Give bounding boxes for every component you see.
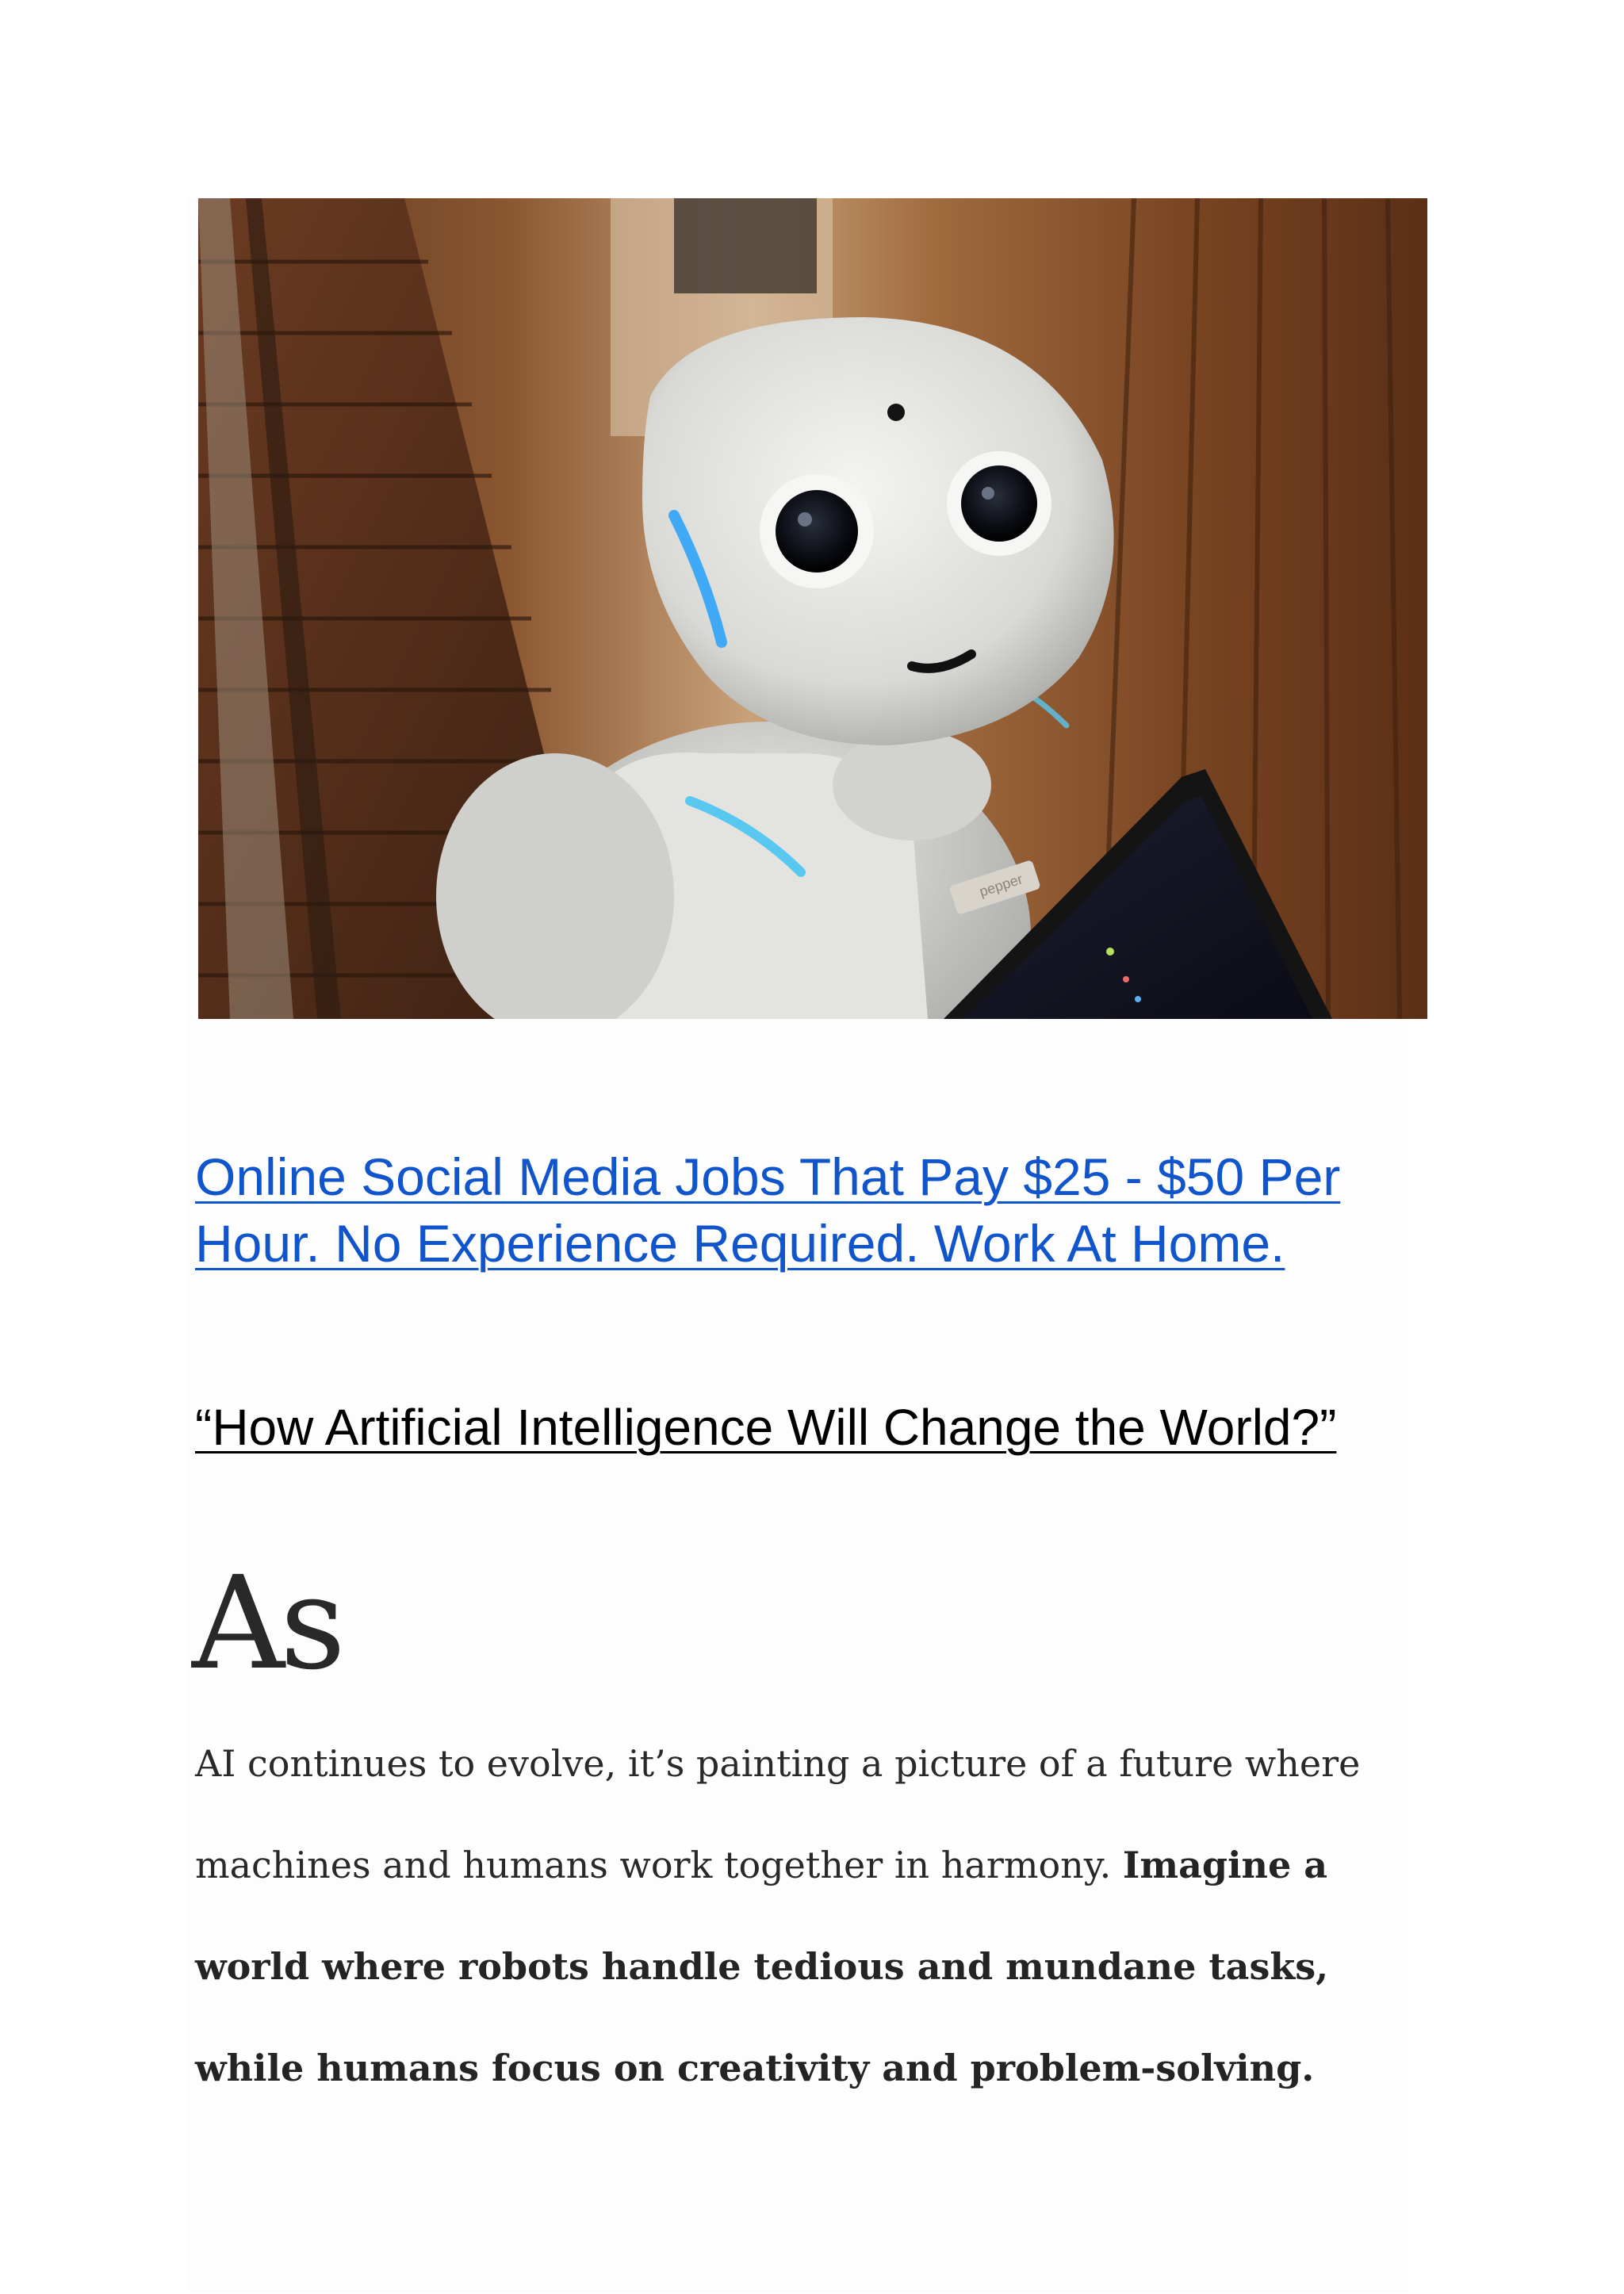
paragraph-plain-text: AI continues to evolve, it’s painting a picture of a future where machines and humans work together in harmony. [195, 1742, 1361, 1886]
paragraph-bold-text: Imagine a world where robots handle tedious and mundane tasks, while humans focus on creativity and problem-solving. [195, 1844, 1329, 2089]
article-paragraph [195, 1713, 1448, 2119]
sponsored-job-link[interactable]: Online Social Media Jobs That Pay $25 - $50 Per Hour. No Experience Required. Work At Home. [195, 1147, 1341, 1273]
robot-photo [198, 198, 1427, 1019]
robot-nameplate: pepper [977, 871, 1025, 900]
drop-cap-word: As [192, 1549, 342, 1698]
article-heading: “How Artificial Intelligence Will Change the World?” [195, 1399, 1337, 1456]
